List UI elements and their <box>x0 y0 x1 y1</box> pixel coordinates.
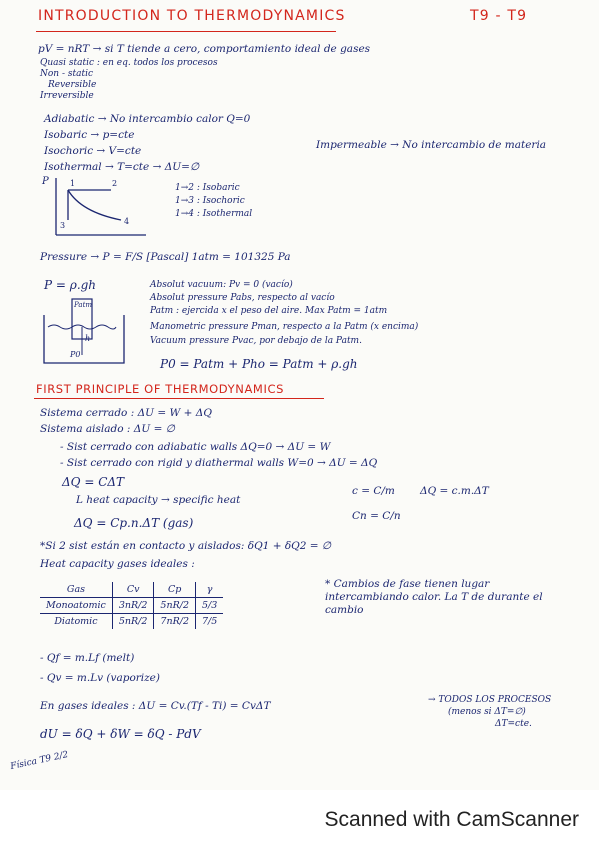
process-irreversible: Irreversible <box>40 91 94 101</box>
table-cell: 5nR/2 <box>154 598 196 614</box>
isothermal-curve <box>68 190 121 220</box>
exception-note: (menos si ΔT=∅) <box>448 707 526 717</box>
hydrostatic-pressure: P = ρ.gh <box>44 278 97 292</box>
table-cell: 5nR/2 <box>112 614 154 630</box>
point-4-label: 4 <box>124 217 130 226</box>
legend-isothermal: 1→4 : Isothermal <box>175 209 253 219</box>
ideal-gas-law: pV = nRT → si T tiende a cero, comportamiento ideal de gases <box>38 43 371 55</box>
process-non-static: Non - static <box>40 69 93 79</box>
contact-note: *Si 2 sist están en contacto y aislados: δQ1 + δQ2 = ∅ <box>40 540 332 552</box>
sketch-h-label: h <box>85 334 91 343</box>
heat-mass-formula: ΔQ = c.m.ΔT <box>420 485 489 497</box>
table-cell: 3nR/2 <box>112 598 154 614</box>
point-2-label: 2 <box>112 179 118 188</box>
ideal-gas-internal-energy: En gases ideales : ΔU = Cv.(Tf - Ti) = CvΔT <box>40 700 271 712</box>
latent-vaporize: - Qv = m.Lv (vaporize) <box>40 672 160 684</box>
latent-melt: - Qf = m.Lf (melt) <box>40 652 135 664</box>
title-underline <box>36 31 336 32</box>
table-row <box>40 614 223 630</box>
note-absolut-vacuum: Absolut vacuum: Pv = 0 (vacío) <box>150 280 293 290</box>
specific-heat-formula: c = C/m <box>352 485 395 497</box>
scanner-footer <box>0 790 599 848</box>
table-row <box>40 598 223 614</box>
scanner-watermark: Scanned with CamScanner <box>324 808 579 831</box>
signature: Física T9 2/2 <box>9 749 70 773</box>
table-header-row <box>40 582 223 598</box>
pressure-definition: Pressure → P = F/S [Pascal] 1atm = 101325 Pa <box>40 251 291 263</box>
heat-equation: ΔQ = CΔT <box>62 475 125 489</box>
process-adiabatic: Adiabatic → No intercambio calor Q=0 <box>44 113 251 125</box>
process-quasi-static: Quasi static : en eq. todos los procesos <box>40 58 218 68</box>
note-patm: Patm : ejercida x el peso del aire. Max Patm = 1atm <box>150 306 388 316</box>
point-3-label: 3 <box>60 221 66 230</box>
legend-isochoric: 1→3 : Isochoric <box>175 196 245 206</box>
heat-capacity-note: L heat capacity → specific heat <box>76 494 241 506</box>
molar-heat-formula: Cn = C/n <box>352 510 401 522</box>
fluid-container-sketch <box>40 293 135 368</box>
table-cell: Diatomic <box>40 614 112 630</box>
table-header: Cp <box>154 582 196 598</box>
first-principle-underline <box>34 398 324 399</box>
page-title: INTRODUCTION TO THERMODYNAMICS <box>38 8 346 24</box>
legend-isobaric: 1→2 : Isobaric <box>175 183 240 193</box>
diathermal-walls: - Sist cerrado con rigid y diathermal walls W=0 → ΔU = ΔQ <box>60 457 378 469</box>
point-1-label: 1 <box>70 179 76 188</box>
process-isochoric: Isochoric → V=cte <box>44 145 142 157</box>
all-processes-note: → TODOS LOS PROCESOS <box>428 695 552 705</box>
note-vacuum-pressure: Vacuum pressure Pvac, por debajo de la Patm. <box>150 336 362 346</box>
table-header: Gas <box>40 582 112 598</box>
exception-note-2: ΔT=cte. <box>495 719 532 729</box>
differential-internal-energy: dU = δQ + δW = δQ - PdV <box>40 727 201 741</box>
phase-change-note: * Cambios de fase tienen lugar intercambiando calor. La T de durante el cambio <box>325 578 543 616</box>
pv-diagram <box>36 170 156 240</box>
table-cell: Monoatomic <box>40 598 112 614</box>
closed-system: Sistema cerrado : ΔU = W + ΔQ <box>40 407 212 419</box>
process-isobaric: Isobaric → p=cte <box>44 129 135 141</box>
table-header: Cv <box>112 582 154 598</box>
table-cell: 7nR/2 <box>154 614 196 630</box>
note-manometric: Manometric pressure Pman, respecto a la Patm (x encima) <box>150 322 419 332</box>
table-cell: 5/3 <box>195 598 223 614</box>
note-absolut-pressure: Absolut pressure Pabs, respecto al vacío <box>150 293 335 303</box>
heat-capacity-table <box>40 582 223 629</box>
p-axis-label: P <box>42 176 49 187</box>
table-header: γ <box>195 582 223 598</box>
heat-gas-formula: ΔQ = Cp.n.ΔT (gas) <box>74 516 194 530</box>
sketch-p0-label: P0 <box>70 350 81 359</box>
sketch-patm-label: Patm <box>74 301 93 309</box>
adiabatic-walls: - Sist cerrado con adiabatic walls ΔQ=0 → ΔU = W <box>60 441 331 453</box>
topic-label: T9 - T9 <box>470 8 528 24</box>
pressure-formula: P0 = Patm + Pho = Patm + ρ.gh <box>160 357 358 371</box>
first-principle-title: FIRST PRINCIPLE OF THERMODYNAMICS <box>36 382 284 396</box>
isolated-system: Sistema aislado : ΔU = ∅ <box>40 423 175 435</box>
process-reversible: Reversible <box>48 80 97 90</box>
impermeable-note: Impermeable → No intercambio de materia <box>316 139 547 151</box>
heat-capacity-table-title: Heat capacity gases ideales : <box>40 558 195 570</box>
table-cell: 7/5 <box>195 614 223 630</box>
process-isothermal: Isothermal → T=cte → ΔU=∅ <box>44 161 200 173</box>
